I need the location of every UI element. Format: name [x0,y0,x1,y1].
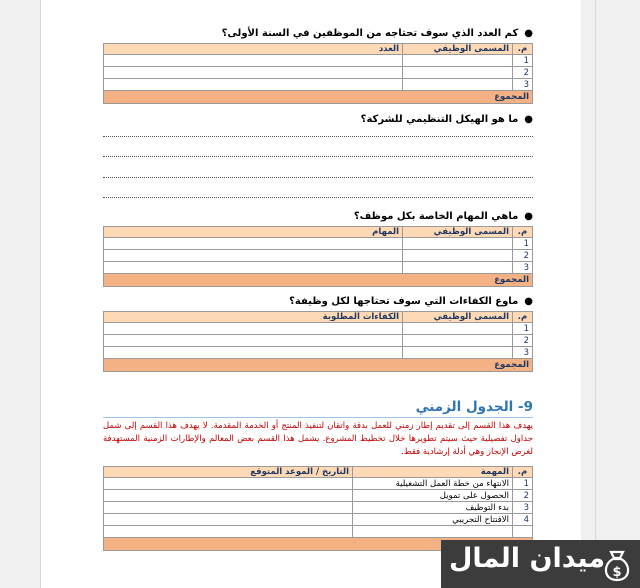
total-row: المجموع [104,274,533,287]
table-row: 4 الافتتاح التجريبي [104,514,533,526]
table-row: 2 [104,250,533,262]
table-row: 2 الحصول على تمويل [104,490,533,502]
col-header-job-title: المسمى الوظيفي [403,312,513,323]
employee-count-table [103,43,533,104]
col-header-num: م. [513,44,533,55]
col-header-competencies: الكفاءات المطلوبة [104,312,403,323]
answer-line[interactable] [103,156,533,157]
table-header-row [104,312,533,323]
table-row: 3 [104,347,533,359]
total-row: المجموع [104,359,533,372]
question-competencies: ●ماوع الكفاءات التي سوف تحتاجها لكل وظيفة؟ [289,296,533,307]
employee-tasks-table [103,226,533,287]
answer-line[interactable] [103,136,533,137]
table-row: 2 [104,335,533,347]
col-header-num: م. [513,227,533,238]
svg-text:$: $ [612,565,622,580]
bullet-icon: ● [524,211,533,222]
table-header-row [104,227,533,238]
table-row: 3 بدء التوظيف [104,502,533,514]
money-bag-icon [601,548,633,586]
timeline-table [103,466,533,551]
table-header-row [104,44,533,55]
answer-line[interactable] [103,177,533,178]
col-header-num: م. [513,467,533,478]
table-header-row [104,467,533,478]
answer-line[interactable] [103,197,533,198]
table-row: 1 الانتهاء من خطة العمل التشغيلية [104,478,533,490]
col-header-job-title: المسمى الوظيفي [403,227,513,238]
bullet-icon: ● [524,114,533,125]
heading-underline [103,417,533,418]
table-row: 1 [104,55,533,67]
bullet-icon: ● [524,28,533,39]
brand-logo [441,540,640,588]
table-row [104,526,533,538]
col-header-date: التاريخ / الموعد المتوقع [104,467,353,478]
col-header-num: م. [513,312,533,323]
timeline-description: يهدف هذا القسم إلى تقديم إطار زمني للعمل بدقة واتقان لتنفيذ المنتج أو الخدمة المقدمة. لا يهدف هذا القسم إلى شمل جداول تفصيلية حيث سيتم تطويرها خلال تخطيط المشروع. يشمل هذا القسم بعض المعالم والإطارات الزمنية المستهدفة لغرض الإنجاز وهي أدلة إرشادية فقط. [103,421,533,457]
table-row: 1 [104,238,533,250]
scrollbar[interactable] [581,0,595,588]
question-employee-count: ●كم العدد الذي سوف تحتاجه من الموظفين في السنة الأولى؟ [221,28,533,39]
col-header-tasks: المهام [104,227,403,238]
table-row: 2 [104,67,533,79]
col-header-job-title: المسمى الوظيفي [403,44,513,55]
col-header-task: المهمة [353,467,513,478]
table-row: 1 [104,323,533,335]
table-row: 3 [104,79,533,91]
total-row: المجموع [104,91,533,104]
col-header-count: العدد [104,44,403,55]
bullet-icon: ● [524,296,533,307]
section-heading-timeline: 9- الجدول الزمني [415,399,533,415]
table-row: 3 [104,262,533,274]
competencies-table [103,311,533,372]
logo-text: ميدان المال [449,543,606,574]
question-employee-tasks: ●ماهي المهام الخاصة بكل موظف؟ [353,211,533,222]
question-org-structure: ●ما هو الهيكل التنظيمي للشركة؟ [360,114,533,125]
